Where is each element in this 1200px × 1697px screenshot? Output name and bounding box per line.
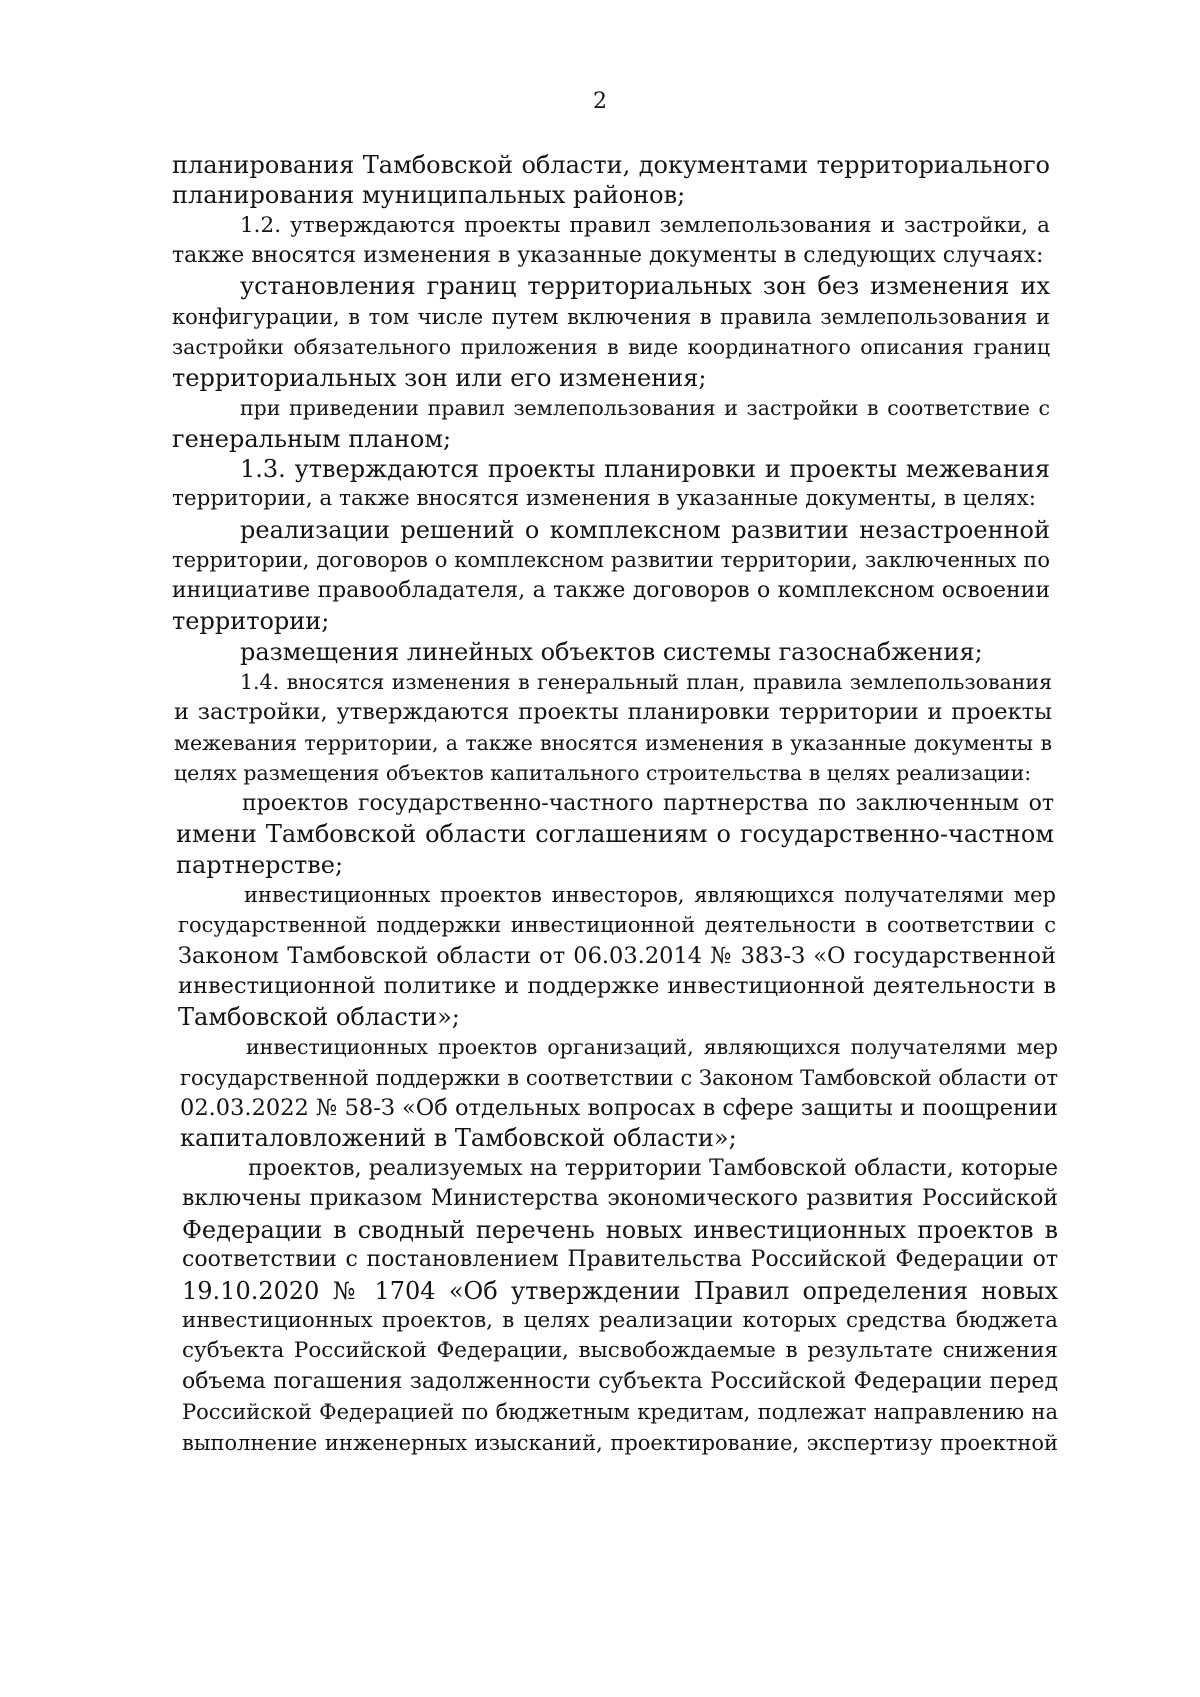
page-number: 2 — [593, 89, 607, 114]
text-line: капиталовложений в Тамбовской области»; — [180, 1124, 737, 1152]
text-line: инвестиционных проектов инвесторов, являющихся получателями мер — [244, 883, 1056, 907]
text-line: инвестиционной политике и поддержке инвестиционной деятельности в — [178, 973, 1056, 999]
text-line: партнерстве; — [176, 851, 344, 879]
text-line: территории; — [172, 607, 330, 635]
text-line: размещения линейных объектов системы газоснабжения; — [240, 638, 983, 666]
text-line: субъекта Российской Федерации, высвобождаемые в результате снижения — [182, 1338, 1058, 1363]
text-line: проектов, реализуемых на территории Тамбовской области, которые — [248, 1156, 1058, 1181]
text-line: при приведении правил землепользования и застройки в соответствие с — [240, 396, 1050, 420]
text-line: 19.10.2020 № 1704 «Об утверждении Правил определения новых — [182, 1277, 1058, 1305]
text-line: генеральным планом; — [172, 425, 452, 453]
text-line: Федерации в сводный перечень новых инвестиционных проектов в — [182, 1216, 1058, 1244]
text-line: объема погашения задолженности субъекта Российской Федерации перед — [182, 1369, 1058, 1394]
text-line: имени Тамбовской области соглашениям о государственно-частном — [176, 820, 1054, 848]
text-line: проектов государственно-частного партнерства по заключенным от — [242, 791, 1054, 816]
text-line: целях размещения объектов капитального строительства в целях реализации: — [174, 761, 1032, 785]
text-line: выполнение инженерных изысканий, проектирование, экспертизу проектной — [182, 1431, 1058, 1455]
text-line: также вносятся изменения в указанные документы в следующих случаях: — [172, 243, 1044, 268]
text-line: Законом Тамбовской области от 06.03.2014 № 383-З «О государственной — [178, 943, 1056, 969]
text-line: установления границ территориальных зон без изменения их — [240, 272, 1050, 300]
text-line: территории, договоров о комплексном развитии территории, заключенных по — [172, 548, 1050, 572]
text-line: конфигурации, в том числе путем включения в правила землепользования и — [172, 305, 1050, 329]
text-line: 1.3. утверждаются проекты планировки и проекты межевания — [240, 455, 1050, 483]
text-line: 02.03.2022 № 58-З «Об отдельных вопросах в сфере защиты и поощрении — [180, 1095, 1058, 1121]
text-line: 1.2. утверждаются проекты правил землепользования и застройки, а — [240, 213, 1050, 238]
text-line: межевания территории, а также вносятся изменения в указанные документы в — [174, 731, 1052, 755]
text-line: государственной поддержки инвестиционной деятельности в соответствии с — [178, 913, 1056, 937]
text-line: и застройки, утверждаются проекты планировки территории и проекты — [174, 699, 1052, 725]
text-line: территории, а также вносятся изменения в указанные документы, в целях: — [172, 486, 1036, 511]
text-line: инвестиционных проектов, в целях реализации которых средства бюджета — [182, 1308, 1058, 1333]
text-line: Российской Федерацией по бюджетным кредитам, подлежат направлению на — [182, 1400, 1058, 1424]
text-line: планирования Тамбовской области, документами территориального — [172, 151, 1050, 179]
text-line: включены приказом Министерства экономического развития Российской — [182, 1186, 1058, 1211]
text-line: соответствии с постановлением Правительства Российской Федерации от — [182, 1247, 1058, 1272]
text-line: инициативе правообладателя, а также договоров о комплексном освоении — [172, 578, 1050, 603]
text-line: территориальных зон или его изменения; — [172, 364, 707, 392]
text-line: государственной поддержки в соответствии с Законом Тамбовской области от — [180, 1066, 1058, 1090]
text-line: реализации решений о комплексном развитии незастроенной — [240, 516, 1050, 544]
text-line: Тамбовской области»; — [178, 1003, 460, 1031]
text-line: 1.4. вносятся изменения в генеральный план, правила землепользования — [240, 670, 1052, 694]
text-line: инвестиционных проектов организаций, являющихся получателями мер — [246, 1035, 1058, 1059]
text-line: застройки обязательного приложения в виде координатного описания границ — [172, 335, 1050, 359]
text-line: планирования муниципальных районов; — [172, 181, 686, 209]
